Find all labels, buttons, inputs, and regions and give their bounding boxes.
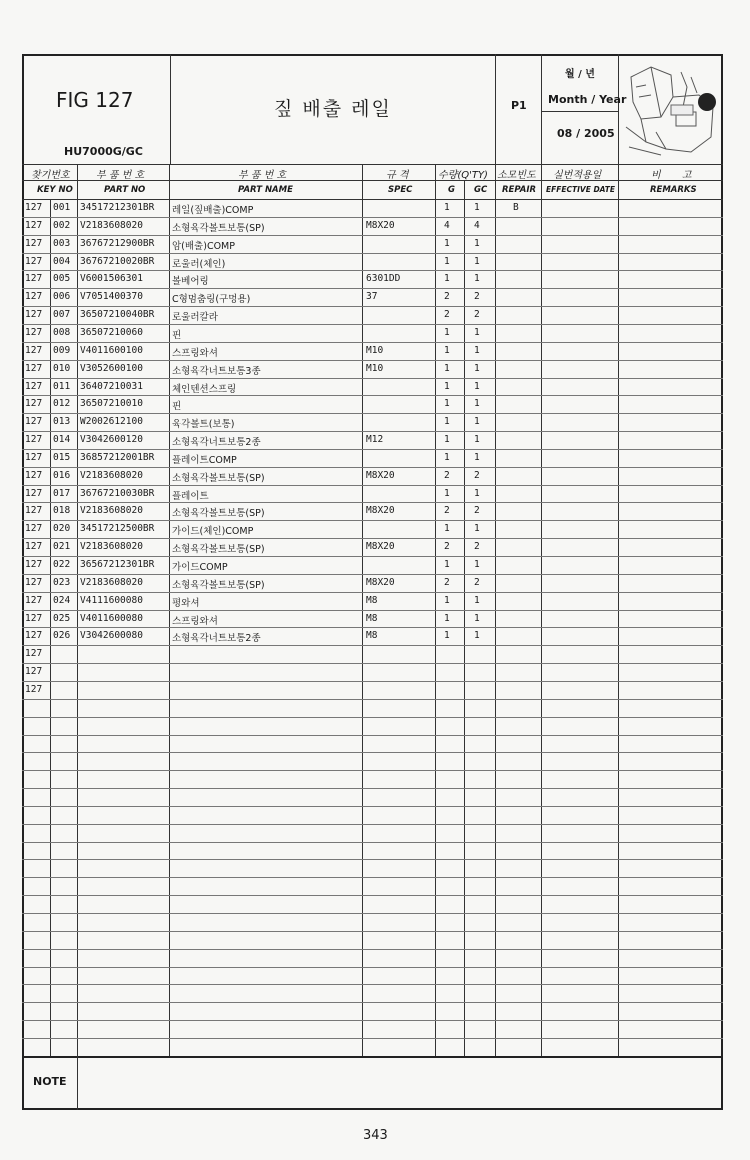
cell-gc: 1 xyxy=(474,238,480,249)
cell-part-no: V2183608020 xyxy=(80,505,143,516)
month-year-label: Month / Year xyxy=(548,93,627,106)
row-rule xyxy=(22,253,723,254)
remarks-header: REMARKS xyxy=(650,185,697,195)
cell-spec: M8 xyxy=(366,613,378,624)
cell-key: 022 xyxy=(53,559,71,570)
cell-fig: 127 xyxy=(25,577,43,588)
cell-fig: 127 xyxy=(25,452,43,463)
cell-name: 가이드(체인)COMP xyxy=(172,526,254,537)
qty-gc-header: GC xyxy=(474,185,488,195)
part-name-header: PART NAME xyxy=(238,185,293,195)
cell-part-no: 36767210030BR xyxy=(80,488,155,499)
spec-kr: 규 격 xyxy=(386,170,409,181)
row-rule xyxy=(22,1038,723,1039)
cell-key: 023 xyxy=(53,577,71,588)
cell-repair: B xyxy=(513,202,519,213)
cell-fig: 127 xyxy=(25,613,43,624)
cell-fig: 127 xyxy=(25,595,43,606)
cell-g: 1 xyxy=(444,273,450,284)
cell-part-no: V3042600080 xyxy=(80,630,143,641)
cell-part-no: V3052600100 xyxy=(80,363,143,374)
cell-part-no: V4011600100 xyxy=(80,345,143,356)
cell-key: 024 xyxy=(53,595,71,606)
part-no-header: PART NO xyxy=(104,185,146,195)
cell-part-no: V2183608020 xyxy=(80,470,143,481)
cell-gc: 2 xyxy=(474,577,480,588)
row-rule xyxy=(22,431,723,432)
cell-key: 025 xyxy=(53,613,71,624)
cell-spec: M8 xyxy=(366,630,378,641)
cell-part-no: V6001506301 xyxy=(80,273,143,284)
month-year-rule xyxy=(541,111,618,112)
row-rule xyxy=(22,235,723,236)
cell-g: 1 xyxy=(444,452,450,463)
cell-part-no: 36857212001BR xyxy=(80,452,155,463)
cell-key: 016 xyxy=(53,470,71,481)
cell-part-no: 34517212500BR xyxy=(80,523,155,534)
qty-g-header: G xyxy=(448,185,455,195)
cell-g: 1 xyxy=(444,202,450,213)
row-rule xyxy=(22,306,723,307)
cell-gc: 1 xyxy=(474,434,480,445)
model-name: HU7000G/GC xyxy=(64,145,143,158)
cell-spec: M8X20 xyxy=(366,541,395,552)
cell-g: 1 xyxy=(444,434,450,445)
cell-gc: 2 xyxy=(474,541,480,552)
cell-name: 평와셔 xyxy=(172,598,200,609)
row-rule xyxy=(22,217,723,218)
cell-g: 1 xyxy=(444,238,450,249)
cell-g: 2 xyxy=(444,577,450,588)
cell-gc: 2 xyxy=(474,470,480,481)
row-rule xyxy=(22,467,723,468)
row-rule xyxy=(22,770,723,771)
cell-fig: 127 xyxy=(25,220,43,231)
cell-g: 1 xyxy=(444,363,450,374)
cell-fig: 127 xyxy=(25,559,43,570)
cell-fig: 127 xyxy=(25,363,43,374)
note-divider xyxy=(77,1056,78,1110)
cell-spec: M12 xyxy=(366,434,384,445)
cell-key: 015 xyxy=(53,452,71,463)
cell-name: 로울러(체인) xyxy=(172,259,226,270)
note-rule xyxy=(22,1056,723,1058)
cell-part-no: 36407210031 xyxy=(80,381,143,392)
row-rule xyxy=(22,824,723,825)
cell-name: 가이드COMP xyxy=(172,562,228,573)
cell-name: 소형육각너트보통2종 xyxy=(172,633,261,644)
cell-key: 004 xyxy=(53,256,71,267)
row-rule xyxy=(22,288,723,289)
cell-name: 소형육각너트보통2종 xyxy=(172,437,261,448)
cell-spec: 37 xyxy=(366,291,378,302)
cell-key: 006 xyxy=(53,291,71,302)
row-rule xyxy=(22,627,723,628)
cell-part-no: V3042600120 xyxy=(80,434,143,445)
effective-date-header: EFFECTIVE DATE xyxy=(546,185,615,194)
repair-kr: 소모빈도 xyxy=(497,170,536,181)
spec-header: SPEC xyxy=(388,185,413,195)
cell-fig: 127 xyxy=(25,291,43,302)
row-rule xyxy=(22,324,723,325)
cell-part-no: V7051400370 xyxy=(80,291,143,302)
fig-number: FIG 127 xyxy=(56,88,134,112)
row-rule xyxy=(22,592,723,593)
row-rule xyxy=(22,877,723,878)
cell-name: 암(배출)COMP xyxy=(172,241,235,252)
part-name-kr: 부 품 번 호 xyxy=(238,170,287,181)
cell-part-no: 36767210020BR xyxy=(80,256,155,267)
cell-fig: 127 xyxy=(25,630,43,641)
cell-key: 021 xyxy=(53,541,71,552)
cell-gc: 1 xyxy=(474,559,480,570)
row-rule xyxy=(22,663,723,664)
cell-name: C형멈춤링(구멍용) xyxy=(172,294,251,305)
repair-header: REPAIR xyxy=(502,185,537,195)
cell-key: 009 xyxy=(53,345,71,356)
note-label: NOTE xyxy=(33,1075,67,1088)
remarks-kr: 비 고 xyxy=(651,170,692,181)
cell-gc: 1 xyxy=(474,595,480,606)
machine-illustration xyxy=(621,57,721,162)
cell-part-no: 36507210010 xyxy=(80,398,143,409)
row-rule xyxy=(22,895,723,896)
header-divider xyxy=(618,54,619,164)
cell-key: 014 xyxy=(53,434,71,445)
cell-name: 플레이트 xyxy=(172,491,209,502)
cell-spec: 6301DD xyxy=(366,273,401,284)
row-rule xyxy=(22,788,723,789)
cell-gc: 1 xyxy=(474,523,480,534)
cell-key: 010 xyxy=(53,363,71,374)
cell-part-no: 36767212900BR xyxy=(80,238,155,249)
cell-key: 007 xyxy=(53,309,71,320)
row-rule xyxy=(22,1020,723,1021)
cell-fig: 127 xyxy=(25,309,43,320)
cell-g: 4 xyxy=(444,220,450,231)
cell-key: 002 xyxy=(53,220,71,231)
page-title: 짚 배출 레일 xyxy=(274,98,392,120)
row-rule xyxy=(22,485,723,486)
row-rule xyxy=(22,735,723,736)
row-rule xyxy=(22,1002,723,1003)
row-rule xyxy=(22,717,723,718)
cell-gc: 1 xyxy=(474,381,480,392)
cell-g: 2 xyxy=(444,291,450,302)
row-rule xyxy=(22,752,723,753)
cell-name: 플레이트COMP xyxy=(172,455,237,466)
cell-part-no: V2183608020 xyxy=(80,220,143,231)
page-number: 343 xyxy=(363,1128,388,1143)
key-no-header: KEY NO xyxy=(37,185,73,195)
row-rule xyxy=(22,449,723,450)
row-rule xyxy=(22,699,723,700)
cell-name: 스프링와셔 xyxy=(172,616,218,627)
cell-name: 레일(짚배출)COMP xyxy=(172,205,254,216)
cell-g: 1 xyxy=(444,327,450,338)
cell-name: 볼베어링 xyxy=(172,276,209,287)
row-rule xyxy=(22,859,723,860)
row-rule xyxy=(22,342,723,343)
row-rule xyxy=(22,681,723,682)
cell-g: 1 xyxy=(444,345,450,356)
row-rule xyxy=(22,395,723,396)
cell-key: 005 xyxy=(53,273,71,284)
cell-name: 스프링와셔 xyxy=(172,348,218,359)
row-rule xyxy=(22,913,723,914)
cell-fig: 127 xyxy=(25,523,43,534)
page-code: P1 xyxy=(511,99,527,112)
cell-key: 008 xyxy=(53,327,71,338)
cell-fig: 127 xyxy=(25,202,43,213)
cell-gc: 2 xyxy=(474,291,480,302)
cell-fig: 127 xyxy=(25,648,43,659)
cell-key: 020 xyxy=(53,523,71,534)
cell-fig: 127 xyxy=(25,238,43,249)
cell-key: 012 xyxy=(53,398,71,409)
cell-gc: 1 xyxy=(474,488,480,499)
row-rule xyxy=(22,520,723,521)
row-rule xyxy=(22,538,723,539)
cell-spec: M10 xyxy=(366,345,384,356)
cell-fig: 127 xyxy=(25,345,43,356)
row-rule xyxy=(22,413,723,414)
row-rule xyxy=(22,967,723,968)
cell-part-no: 36507210060 xyxy=(80,327,143,338)
cell-g: 1 xyxy=(444,523,450,534)
cell-fig: 127 xyxy=(25,488,43,499)
cell-fig: 127 xyxy=(25,273,43,284)
month-year-korean: 월 / 년 xyxy=(565,69,595,80)
cell-g: 1 xyxy=(444,381,450,392)
cell-g: 1 xyxy=(444,488,450,499)
cell-gc: 1 xyxy=(474,256,480,267)
cell-spec: M8X20 xyxy=(366,577,395,588)
cell-gc: 1 xyxy=(474,398,480,409)
cell-key: 001 xyxy=(53,202,71,213)
row-rule xyxy=(22,842,723,843)
cell-key: 017 xyxy=(53,488,71,499)
cell-g: 1 xyxy=(444,613,450,624)
cell-g: 2 xyxy=(444,541,450,552)
cell-g: 1 xyxy=(444,630,450,641)
cell-part-no: V4111600080 xyxy=(80,595,143,606)
cell-gc: 4 xyxy=(474,220,480,231)
cell-fig: 127 xyxy=(25,505,43,516)
cell-g: 1 xyxy=(444,559,450,570)
cell-fig: 127 xyxy=(25,256,43,267)
cell-key: 026 xyxy=(53,630,71,641)
cell-part-no: W2002612100 xyxy=(80,416,143,427)
cell-part-no: 34517212301BR xyxy=(80,202,155,213)
cell-key: 018 xyxy=(53,505,71,516)
header-divider xyxy=(170,54,171,164)
row-rule xyxy=(22,556,723,557)
header-divider xyxy=(495,54,496,164)
cell-name: 체인텐션스프링 xyxy=(172,384,237,395)
cell-name: 육각볼트(보통) xyxy=(172,419,235,430)
header-divider xyxy=(541,54,542,164)
row-rule xyxy=(22,574,723,575)
cell-name: 소형육각볼트보통(SP) xyxy=(172,473,265,484)
cell-key: 013 xyxy=(53,416,71,427)
cell-name: 소형육각볼트보통(SP) xyxy=(172,544,265,555)
part-no-kr: 부 품 번 호 xyxy=(96,170,145,181)
row-rule xyxy=(22,645,723,646)
cell-name: 로울러칼라 xyxy=(172,312,218,323)
cell-spec: M8X20 xyxy=(366,505,395,516)
cell-gc: 1 xyxy=(474,416,480,427)
cell-gc: 1 xyxy=(474,273,480,284)
cell-key: 011 xyxy=(53,381,71,392)
cell-spec: M8X20 xyxy=(366,470,395,481)
cell-fig: 127 xyxy=(25,327,43,338)
effective-date-kr: 실번적용일 xyxy=(553,170,602,181)
cell-gc: 1 xyxy=(474,345,480,356)
row-rule xyxy=(22,378,723,379)
cell-part-no: 36567212301BR xyxy=(80,559,155,570)
row-rule xyxy=(22,610,723,611)
cell-gc: 1 xyxy=(474,630,480,641)
cell-name: 소형육각볼트보통(SP) xyxy=(172,508,265,519)
cell-spec: M10 xyxy=(366,363,384,374)
cell-part-no: 36507210040BR xyxy=(80,309,155,320)
row-rule xyxy=(22,270,723,271)
cell-name: 소형육각너트보통3종 xyxy=(172,366,261,377)
cell-g: 2 xyxy=(444,505,450,516)
cell-gc: 2 xyxy=(474,505,480,516)
cell-fig: 127 xyxy=(25,666,43,677)
cell-name: 소형육각볼트보통(SP) xyxy=(172,223,265,234)
cell-g: 2 xyxy=(444,309,450,320)
row-rule xyxy=(22,931,723,932)
cell-fig: 127 xyxy=(25,416,43,427)
row-rule xyxy=(22,806,723,807)
cell-g: 1 xyxy=(444,256,450,267)
cell-g: 2 xyxy=(444,470,450,481)
cell-part-no: V2183608020 xyxy=(80,541,143,552)
cell-name: 핀 xyxy=(172,401,182,412)
key-no-kr: 찾기번호 xyxy=(31,170,70,181)
cell-gc: 1 xyxy=(474,202,480,213)
qty-kr: 수량(Q'TY) xyxy=(438,170,488,181)
date-value: 08 / 2005 xyxy=(557,127,615,140)
cell-fig: 127 xyxy=(25,470,43,481)
cell-key: 003 xyxy=(53,238,71,249)
cell-gc: 1 xyxy=(474,613,480,624)
row-rule xyxy=(22,984,723,985)
cell-g: 1 xyxy=(444,416,450,427)
cell-spec: M8X20 xyxy=(366,220,395,231)
cell-gc: 2 xyxy=(474,309,480,320)
cell-g: 1 xyxy=(444,398,450,409)
cell-gc: 1 xyxy=(474,327,480,338)
cell-g: 1 xyxy=(444,595,450,606)
cell-part-no: V2183608020 xyxy=(80,577,143,588)
cell-name: 핀 xyxy=(172,330,182,341)
row-rule xyxy=(22,502,723,503)
cell-fig: 127 xyxy=(25,381,43,392)
row-rule xyxy=(22,949,723,950)
cell-part-no: V4011600080 xyxy=(80,613,143,624)
cell-fig: 127 xyxy=(25,684,43,695)
cell-name: 소형육각볼트보통(SP) xyxy=(172,580,265,591)
cell-fig: 127 xyxy=(25,398,43,409)
row-rule xyxy=(22,360,723,361)
cell-spec: M8 xyxy=(366,595,378,606)
cell-fig: 127 xyxy=(25,434,43,445)
column-rule-qty xyxy=(464,180,465,1056)
cell-gc: 1 xyxy=(474,452,480,463)
cell-fig: 127 xyxy=(25,541,43,552)
cell-gc: 1 xyxy=(474,363,480,374)
